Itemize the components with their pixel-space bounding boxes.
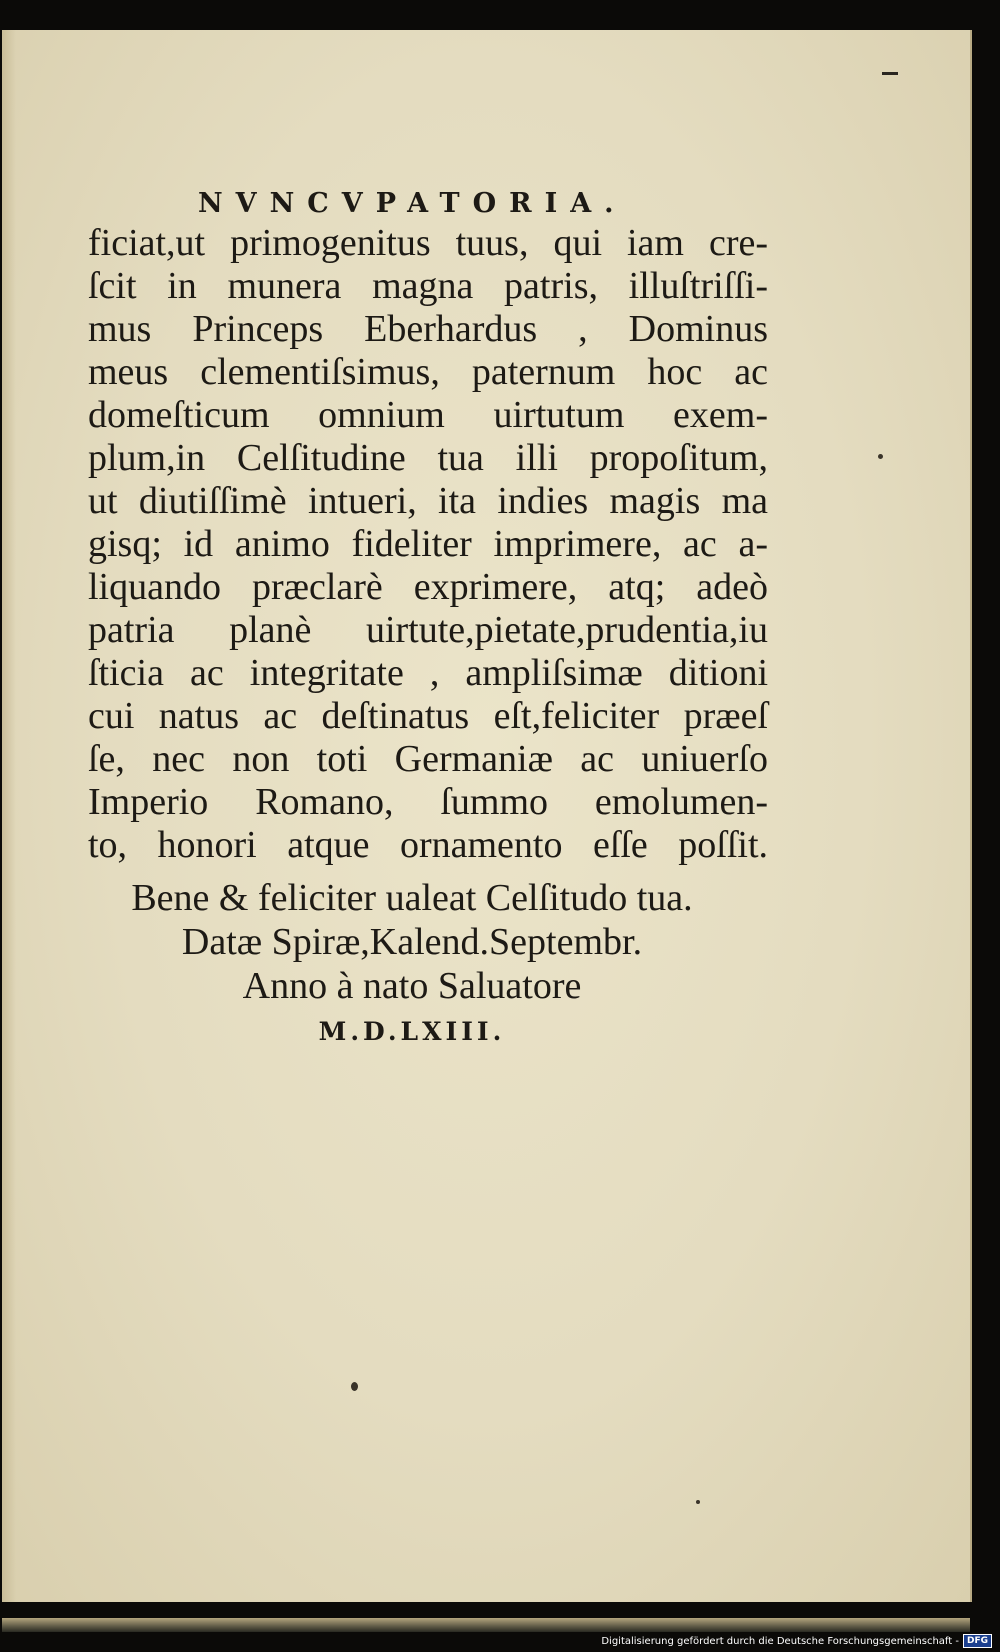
book-page <box>2 30 972 1602</box>
text-line: patria planè uirtute,pietate,prudentia,iu <box>88 609 768 651</box>
text-line: plum,in Celſitudine tua illi propoſitum, <box>88 437 768 479</box>
text-line: ſticia ac integritate , ampliſsimæ ditioni <box>88 652 768 694</box>
text-line: meus clementiſsimus, paternum hoc ac <box>88 351 768 393</box>
year-line: M.D.LXIII. <box>318 1017 506 1046</box>
ink-speck <box>696 1500 700 1504</box>
ink-speck <box>351 1382 358 1391</box>
digitization-footer <box>600 1630 1000 1652</box>
text-line: Imperio Romano, ſummo emolumen- <box>88 781 768 823</box>
text-line: ſe, nec non toti Germaniæ ac uniuerſo <box>88 738 768 780</box>
running-head: NVNCVPATORIA. <box>198 188 627 219</box>
text-line: to, honori atque ornamento eſſe poſſit. <box>88 824 768 866</box>
closing-block <box>2 876 822 1054</box>
body-text <box>88 222 768 867</box>
text-line: cui natus ac deſtinatus eſt,feliciter præeſ <box>88 695 768 737</box>
text-line: ut diutiſſimè intueri, ita indies magis ma <box>88 480 768 522</box>
text-line: gisq; id animo fideliter imprimere, ac a- <box>88 523 768 565</box>
ink-speck <box>878 454 883 459</box>
anno-line: Anno à nato Saluatore <box>242 965 582 1007</box>
text-line: ficiat,ut primogenitus tuus, qui iam cre- <box>88 222 768 264</box>
valediction-line: Bene & feliciter ualeat Celſitudo tua. <box>131 877 693 919</box>
text-line: domeſticum omnium uirtutum exem- <box>88 394 768 436</box>
text-line: mus Princeps Eberhardus , Dominus <box>88 308 768 350</box>
text-line: liquando præclarè exprimere, atq; adeò <box>88 566 768 608</box>
ink-mark <box>882 72 898 75</box>
dfg-logo-icon: DFG <box>963 1634 992 1648</box>
date-line: Datæ Spiræ,Kalend.Septembr. <box>181 921 643 963</box>
funding-credit: Digitalisierung gefördert durch die Deutsche Forschungsgemeinschaft - <box>601 1635 959 1647</box>
text-line: ſcit in munera magna patris, illuſtriſſi- <box>88 265 768 307</box>
